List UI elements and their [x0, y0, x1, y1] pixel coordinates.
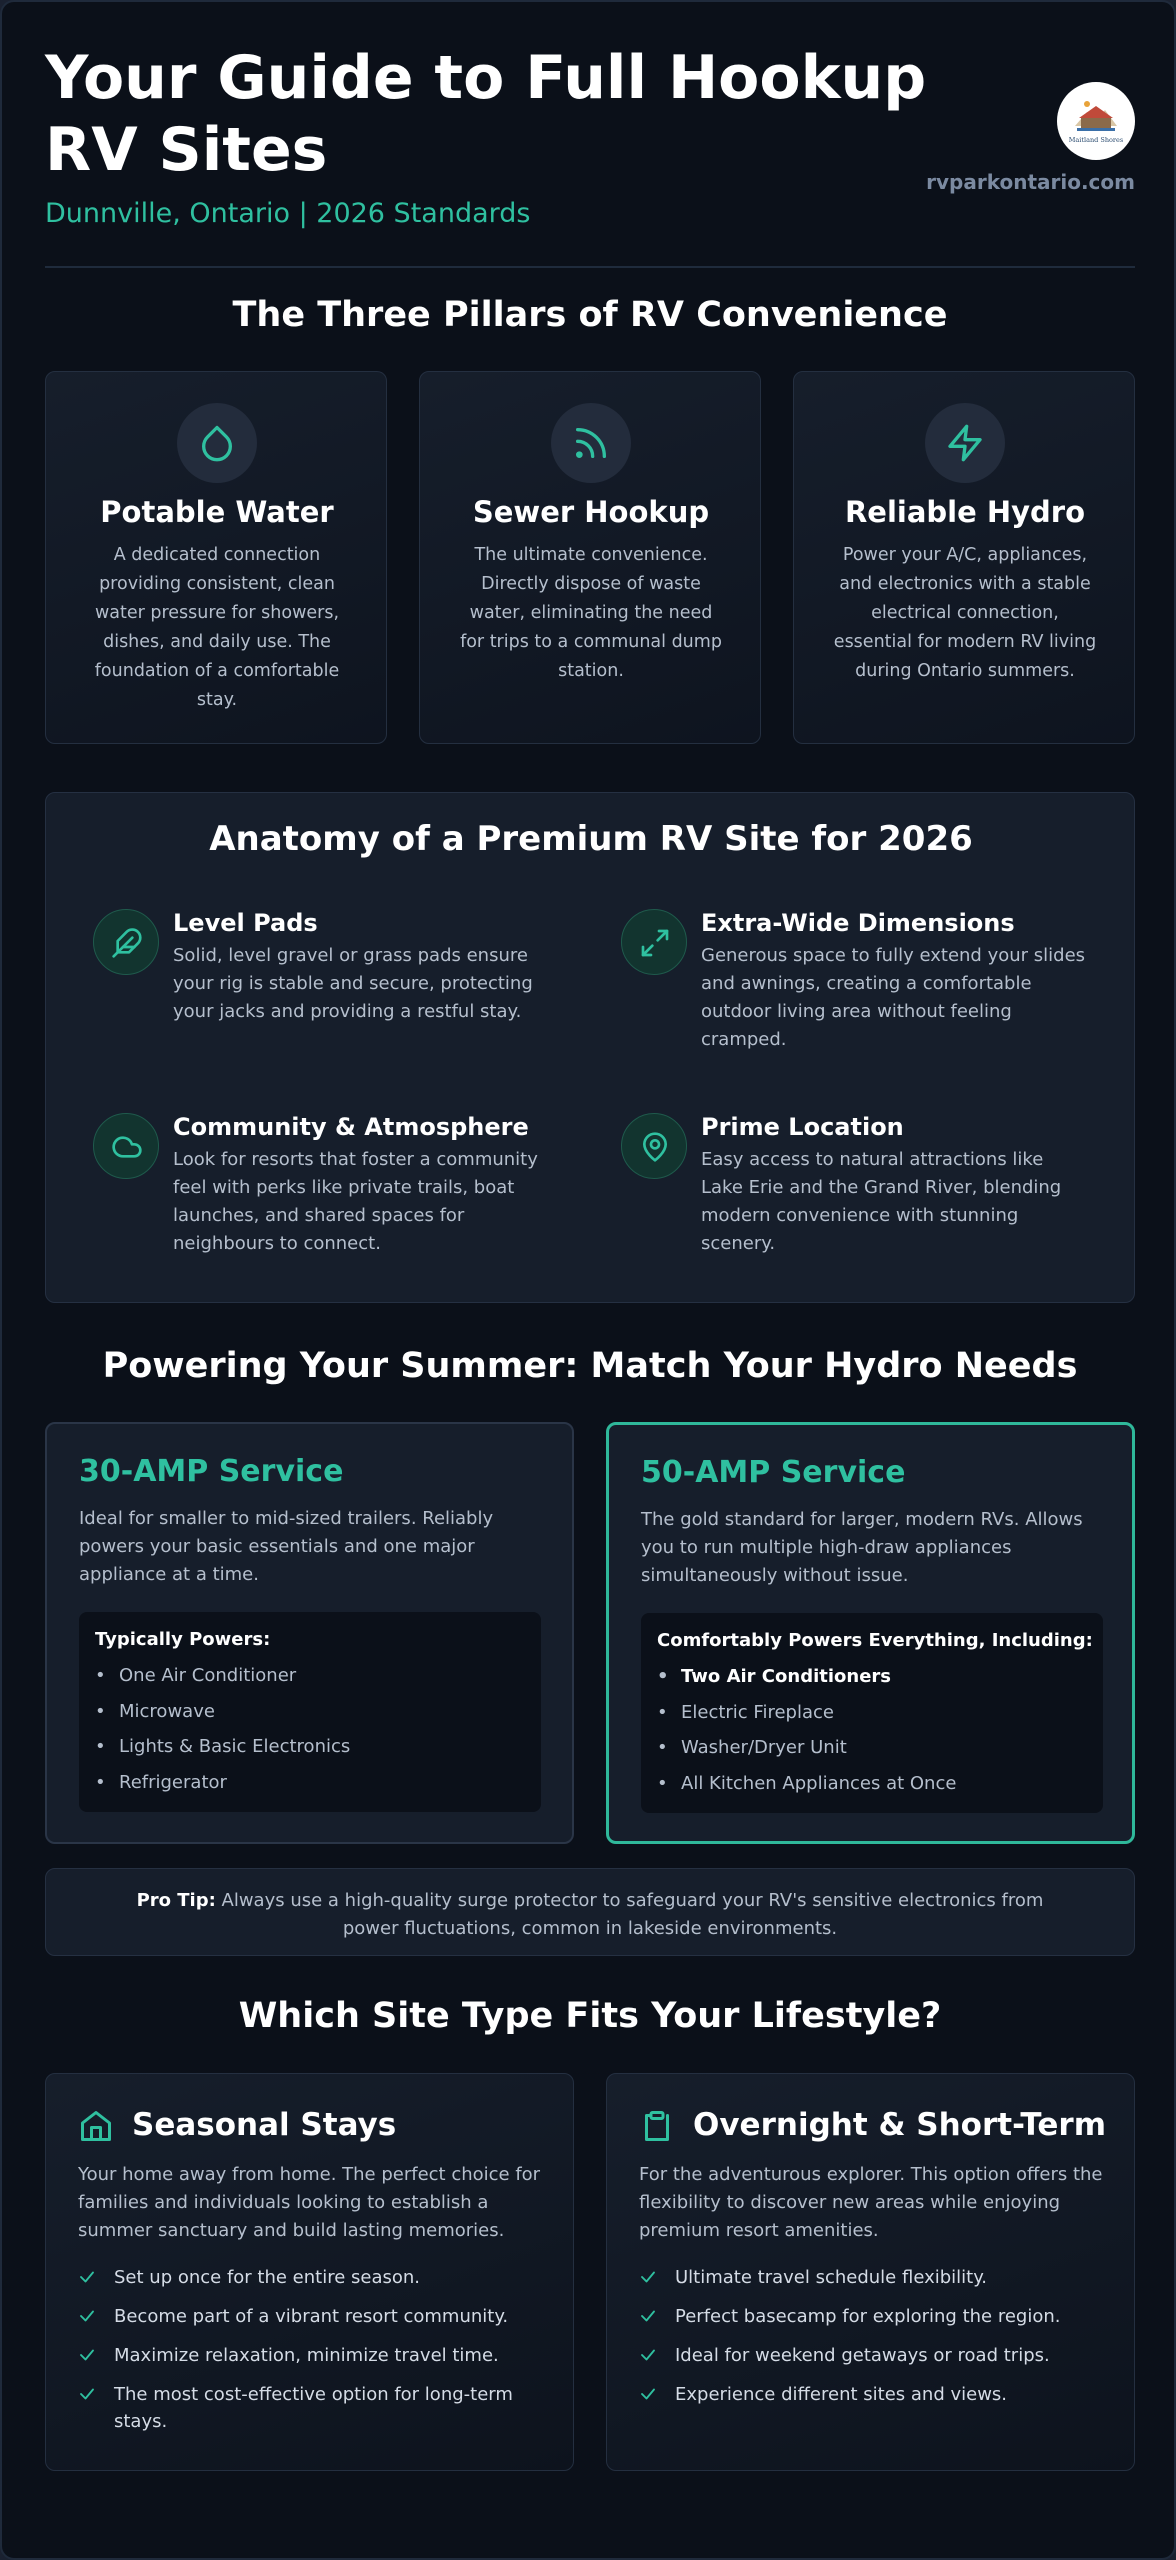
list-item: • Washer/Dryer Unit	[657, 1737, 956, 1773]
benefit-text: Maximize relaxation, minimize travel time.	[114, 2345, 499, 2366]
list-item: • Lights & Basic Electronics	[95, 1736, 350, 1772]
house-icon	[78, 2108, 114, 2144]
seasonal-benefits-list	[78, 2264, 548, 2447]
page-title: Your Guide to Full Hookup RV Sites	[45, 43, 927, 185]
pillars-heading: The Three Pillars of RV Convenience	[232, 295, 948, 335]
anatomy-item-text: Easy access to natural attractions like Lake Erie and the Grand River, blending modern convenience with stunning scenery.	[701, 1149, 1062, 1254]
amp-powers-box	[79, 1612, 541, 1812]
check-icon	[639, 2346, 657, 2364]
amp-box-title: Typically Powers:	[95, 1629, 271, 1650]
anatomy-item-level-pads	[93, 909, 573, 1029]
map-pin-icon	[621, 1113, 687, 1179]
amp-title: 30-AMP Service	[79, 1454, 344, 1489]
benefit-text: Become part of a vibrant resort community.	[114, 2306, 509, 2327]
pillar-text: Power your A/C, appliances, and electronics with a stable electrical connection, essential for modern RV living during Ontario summers.	[833, 545, 1097, 681]
pillar-card-sewer	[419, 371, 761, 744]
rss-feed-icon	[551, 403, 631, 483]
list-item: • Electric Fireplace	[657, 1702, 956, 1738]
check-icon	[78, 2385, 96, 2403]
header-divider	[45, 266, 1135, 268]
list-item	[639, 2303, 1109, 2330]
amp50-card	[606, 1422, 1135, 1844]
brand-logo[interactable]	[1057, 82, 1135, 160]
anatomy-panel	[45, 792, 1135, 1303]
check-icon	[639, 2268, 657, 2286]
anatomy-item-community	[93, 1113, 573, 1253]
list-item: • Two Air Conditioners	[657, 1666, 956, 1702]
anatomy-item-text: Look for resorts that foster a community feel with perks like private trails, boat launches, and shared spaces for neighbours to connect.	[173, 1149, 538, 1254]
seasonal-card	[45, 2073, 574, 2471]
header	[45, 2, 1135, 268]
pro-tip-label: Pro Tip:	[136, 1890, 216, 1911]
anatomy-item-title: Prime Location	[701, 1113, 904, 1141]
benefit-text: Ultimate travel schedule flexibility.	[675, 2267, 988, 2288]
anatomy-item-location	[621, 1113, 1101, 1254]
amp-title: 50-AMP Service	[641, 1455, 906, 1490]
list-item: • Refrigerator	[95, 1772, 350, 1808]
lifestyle-card-title: Seasonal Stays	[132, 2107, 397, 2143]
feather-icon	[93, 909, 159, 975]
benefit-text: Ideal for weekend getaways or road trips.	[675, 2345, 1050, 2366]
pillar-title: Sewer Hookup	[472, 495, 710, 529]
benefit-text: Set up once for the entire season.	[114, 2267, 421, 2288]
anatomy-item-title: Extra-Wide Dimensions	[701, 909, 1015, 937]
pillar-title: Potable Water	[100, 495, 334, 529]
check-icon	[78, 2307, 96, 2325]
benefit-text: Perfect basecamp for exploring the region.	[675, 2306, 1061, 2327]
lifestyle-card-desc: Your home away from home. The perfect choice for families and individuals looking to establish a summer sanctuary and build lasting memories.	[78, 2164, 541, 2241]
list-item	[639, 2264, 1109, 2291]
page-subtitle: Dunnville, Ontario | 2026 Standards	[45, 198, 531, 229]
anatomy-item-text: Generous space to fully extend your slides and awnings, creating a comfortable outdoor living area without feeling cramped.	[701, 945, 1086, 1050]
list-item: • All Kitchen Appliances at Once	[657, 1773, 956, 1809]
pillar-text: The ultimate convenience. Directly dispose of waste water, eliminating the need for trips to a communal dump station.	[460, 545, 722, 681]
amp-box-title: Comfortably Powers Everything, Including:	[657, 1630, 1093, 1651]
check-icon	[639, 2307, 657, 2325]
overnight-benefits-list	[639, 2264, 1109, 2420]
list-item: • Microwave	[95, 1701, 350, 1737]
list-item	[78, 2381, 548, 2435]
check-icon	[78, 2268, 96, 2286]
benefit-text: The most cost-effective option for long-term stays.	[114, 2384, 513, 2432]
anatomy-item-title: Community & Atmosphere	[173, 1113, 529, 1141]
website-link[interactable]: rvparkontario.com	[926, 170, 1135, 194]
logo-emblem-icon	[1057, 82, 1135, 160]
lightning-bolt-icon	[925, 403, 1005, 483]
lifestyle-card-title: Overnight & Short-Term	[693, 2107, 1107, 2143]
list-item	[78, 2303, 548, 2330]
clipboard-icon	[639, 2108, 675, 2144]
anatomy-item-extra-wide	[621, 909, 1101, 1049]
anatomy-item-title: Level Pads	[173, 909, 318, 937]
list-item	[78, 2264, 548, 2291]
overnight-card	[606, 2073, 1135, 2471]
pro-tip-callout	[45, 1868, 1135, 1956]
anatomy-item-text: Solid, level gravel or grass pads ensure your rig is stable and secure, protecting your jacks and providing a restful stay.	[173, 945, 533, 1022]
list-item: • One Air Conditioner	[95, 1665, 350, 1701]
expand-arrows-icon	[621, 909, 687, 975]
list-item	[639, 2381, 1109, 2408]
check-icon	[639, 2385, 657, 2403]
cloud-icon	[93, 1113, 159, 1179]
water-drop-icon	[177, 403, 257, 483]
amp-powers-list	[657, 1666, 956, 1808]
list-item	[639, 2342, 1109, 2369]
amp-powers-list	[95, 1665, 350, 1807]
pro-tip-text: Always use a high-quality surge protector to safeguard your RV's sensitive electronics from power fluctuations, common in lakeside environments.	[215, 1890, 1044, 1939]
pillar-text: A dedicated connection providing consistent, clean water pressure for showers, dishes, and daily use. The foundation of a comfortable stay.	[94, 545, 340, 710]
pillar-card-water	[45, 371, 387, 744]
pillar-card-hydro	[793, 371, 1135, 744]
amp-powers-box	[641, 1613, 1103, 1813]
lifestyle-heading: Which Site Type Fits Your Lifestyle?	[238, 1996, 942, 2036]
check-icon	[78, 2346, 96, 2364]
logo-text: Maitland Shores	[1068, 136, 1124, 144]
amp30-card	[45, 1422, 574, 1844]
hydro-heading: Powering Your Summer: Match Your Hydro Needs	[102, 1346, 1078, 1386]
amp-description: The gold standard for larger, modern RVs. Allows you to run multiple high-draw appliances simultaneously without issue.	[641, 1509, 1083, 1586]
pillar-title: Reliable Hydro	[844, 495, 1086, 529]
benefit-text: Experience different sites and views.	[675, 2384, 1008, 2405]
anatomy-heading: Anatomy of a Premium RV Site for 2026	[209, 819, 973, 859]
amp-description: Ideal for smaller to mid-sized trailers. Reliably powers your basic essentials and one major appliance at a time.	[79, 1508, 494, 1585]
list-item	[78, 2342, 548, 2369]
lifestyle-card-desc: For the adventurous explorer. This option offers the flexibility to discover new areas while enjoying premium resort amenities.	[639, 2164, 1103, 2241]
